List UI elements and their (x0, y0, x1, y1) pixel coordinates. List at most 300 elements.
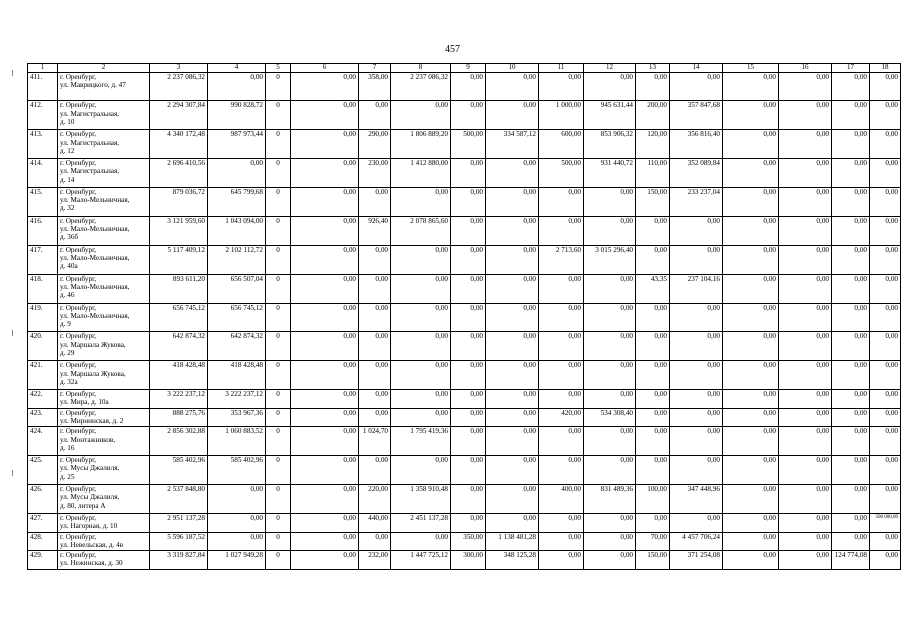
address-cell: г. Оренбург, ул. Магистральная, д. 10 (58, 101, 150, 130)
value-cell: 642 874,32 (150, 332, 208, 361)
value-cell: 0,00 (359, 408, 391, 427)
value-cell: 0 (266, 485, 291, 514)
value-cell: 420,00 (539, 408, 584, 427)
table-row (28, 551, 901, 570)
value-cell: 0,00 (291, 130, 359, 159)
row-number-cell: 416. (28, 216, 58, 245)
value-cell: 0,00 (723, 303, 779, 332)
table-row (28, 361, 901, 390)
value-cell: 0,00 (870, 361, 901, 390)
value-cell: 0,00 (359, 332, 391, 361)
value-cell: 0,00 (451, 245, 486, 274)
value-cell: 0,00 (779, 72, 832, 101)
value-cell: 0,00 (486, 303, 539, 332)
value-cell: 585 402,96 (150, 456, 208, 485)
value-cell: 1 358 910,48 (391, 485, 451, 514)
column-header: 2 (58, 64, 150, 73)
value-cell: 2 451 137,28 (391, 514, 451, 533)
value-cell: 1 000,00 (539, 101, 584, 130)
value-cell: 0,00 (832, 390, 870, 409)
value-cell: 0,00 (391, 532, 451, 551)
value-cell: 0,00 (670, 456, 723, 485)
table-row (28, 72, 901, 101)
value-cell: 0,00 (539, 361, 584, 390)
value-cell: 645 799,68 (208, 188, 266, 217)
value-cell: 0,00 (584, 332, 636, 361)
value-cell: 2 237 086,32 (150, 72, 208, 101)
value-cell: 0 (266, 332, 291, 361)
value-cell: 0,00 (723, 427, 779, 456)
value-cell: 0,00 (779, 303, 832, 332)
value-cell: 0 (266, 274, 291, 303)
value-cell: 0,00 (670, 72, 723, 101)
value-cell: 0,00 (391, 332, 451, 361)
value-cell: 0,00 (636, 72, 670, 101)
value-cell: 0 (266, 390, 291, 409)
address-cell: г. Оренбург, ул. Маршала Жукова, д. 29 (58, 332, 150, 361)
value-cell: 0,00 (636, 303, 670, 332)
value-cell: 0,00 (359, 456, 391, 485)
value-cell: 0,00 (723, 532, 779, 551)
value-cell: 1 043 094,00 (208, 216, 266, 245)
value-cell: 0,00 (486, 159, 539, 188)
value-cell: 0,00 (779, 485, 832, 514)
value-cell: 0,00 (832, 303, 870, 332)
value-cell: 120,00 (636, 130, 670, 159)
value-cell: 0,00 (486, 514, 539, 533)
value-cell: 500 000,00 (870, 514, 901, 533)
value-cell: 0,00 (723, 72, 779, 101)
value-cell: 352 089,84 (670, 159, 723, 188)
value-cell: 0,00 (584, 514, 636, 533)
row-number-cell: 426. (28, 485, 58, 514)
value-cell: 0,00 (779, 361, 832, 390)
left-margin-mark (12, 330, 13, 336)
value-cell: 0,00 (636, 332, 670, 361)
value-cell: 0,00 (723, 485, 779, 514)
value-cell: 0,00 (870, 485, 901, 514)
address-cell: г. Оренбург, ул. Мало-Мельничная, д. 46 (58, 274, 150, 303)
value-cell: 150,00 (636, 551, 670, 570)
value-cell: 0,00 (539, 188, 584, 217)
value-cell: 0,00 (486, 188, 539, 217)
value-cell: 0,00 (359, 274, 391, 303)
value-cell: 200,00 (636, 101, 670, 130)
value-cell: 0,00 (539, 274, 584, 303)
value-cell: 0,00 (291, 332, 359, 361)
value-cell: 0,00 (391, 361, 451, 390)
value-cell: 2 537 848,80 (150, 485, 208, 514)
value-cell: 656 745,12 (150, 303, 208, 332)
value-cell: 0,00 (723, 159, 779, 188)
address-cell: г. Оренбург, ул. Монтажников, д. 16 (58, 427, 150, 456)
value-cell: 0,00 (539, 551, 584, 570)
address-cell: г. Оренбург, ул. Мало-Мельничная, д. 36б (58, 216, 150, 245)
value-cell: 0,00 (832, 485, 870, 514)
value-cell: 0,00 (584, 188, 636, 217)
value-cell: 879 036,72 (150, 188, 208, 217)
value-cell: 237 104,16 (670, 274, 723, 303)
table-row (28, 332, 901, 361)
value-cell: 0,00 (291, 485, 359, 514)
value-cell: 500,00 (451, 130, 486, 159)
value-cell: 0,00 (584, 303, 636, 332)
value-cell: 0,00 (539, 427, 584, 456)
value-cell: 0,00 (723, 332, 779, 361)
value-cell: 0,00 (539, 456, 584, 485)
value-cell: 440,00 (359, 514, 391, 533)
value-cell: 347 448,96 (670, 485, 723, 514)
value-cell: 0,00 (359, 532, 391, 551)
value-cell: 0 (266, 101, 291, 130)
value-cell: 0,00 (451, 274, 486, 303)
value-cell: 0,00 (539, 216, 584, 245)
table-row (28, 188, 901, 217)
row-number-cell: 424. (28, 427, 58, 456)
value-cell: 0,00 (584, 390, 636, 409)
value-cell: 0,00 (779, 159, 832, 188)
value-cell: 0,00 (359, 245, 391, 274)
value-cell: 5 117 409,12 (150, 245, 208, 274)
value-cell: 0,00 (723, 361, 779, 390)
value-cell: 150,00 (636, 188, 670, 217)
value-cell: 358,00 (359, 72, 391, 101)
value-cell: 888 275,76 (150, 408, 208, 427)
value-cell: 0,00 (832, 408, 870, 427)
value-cell: 0,00 (486, 332, 539, 361)
value-cell: 0,00 (451, 216, 486, 245)
value-cell: 987 973,44 (208, 130, 266, 159)
value-cell: 0,00 (670, 361, 723, 390)
value-cell: 0,00 (291, 390, 359, 409)
value-cell: 0,00 (832, 159, 870, 188)
value-cell: 0,00 (779, 130, 832, 159)
value-cell: 0,00 (779, 274, 832, 303)
value-cell: 0,00 (779, 245, 832, 274)
value-cell: 0 (266, 514, 291, 533)
value-cell: 893 611,20 (150, 274, 208, 303)
value-cell: 0,00 (670, 390, 723, 409)
value-cell: 0,00 (208, 532, 266, 551)
value-cell: 0,00 (539, 514, 584, 533)
address-cell: г. Оренбург, ул. Мало-Мельничная, д. 9 (58, 303, 150, 332)
value-cell: 0,00 (832, 361, 870, 390)
value-cell: 348 125,28 (486, 551, 539, 570)
value-cell: 0,00 (636, 456, 670, 485)
address-cell: г. Оренбург, ул. Мусы Джалиля, д. 80, литера А (58, 485, 150, 514)
value-cell: 0,00 (832, 532, 870, 551)
value-cell: 350,00 (451, 532, 486, 551)
column-header: 15 (723, 64, 779, 73)
value-cell: 400,00 (539, 485, 584, 514)
value-cell: 0,00 (584, 274, 636, 303)
value-cell: 0,00 (870, 532, 901, 551)
value-cell: 0,00 (451, 303, 486, 332)
value-cell: 357 847,68 (670, 101, 723, 130)
row-number-cell: 429. (28, 551, 58, 570)
value-cell: 0,00 (291, 456, 359, 485)
value-cell: 0,00 (208, 72, 266, 101)
value-cell: 2 951 137,28 (150, 514, 208, 533)
value-cell: 230,00 (359, 159, 391, 188)
value-cell: 0,00 (870, 216, 901, 245)
value-cell: 0,00 (451, 390, 486, 409)
value-cell: 300,00 (451, 551, 486, 570)
column-header: 3 (150, 64, 208, 73)
column-header: 1 (28, 64, 58, 73)
value-cell: 0,00 (832, 101, 870, 130)
column-header: 6 (291, 64, 359, 73)
value-cell: 2 237 086,32 (391, 72, 451, 101)
value-cell: 2 078 865,60 (391, 216, 451, 245)
value-cell: 0,00 (723, 188, 779, 217)
value-cell: 0,00 (723, 101, 779, 130)
row-number-cell: 427. (28, 514, 58, 533)
value-cell: 600,00 (539, 130, 584, 159)
value-cell: 853 906,32 (584, 130, 636, 159)
value-cell: 0,00 (539, 72, 584, 101)
value-cell: 0,00 (723, 130, 779, 159)
row-number-cell: 425. (28, 456, 58, 485)
value-cell: 656 507,04 (208, 274, 266, 303)
value-cell: 5 596 187,52 (150, 532, 208, 551)
value-cell: 0 (266, 245, 291, 274)
value-cell: 0,00 (391, 390, 451, 409)
value-cell: 232,00 (359, 551, 391, 570)
value-cell: 656 745,12 (208, 303, 266, 332)
value-cell: 0,00 (486, 101, 539, 130)
value-cell: 0 (266, 408, 291, 427)
value-cell: 0,00 (670, 514, 723, 533)
value-cell: 0,00 (723, 245, 779, 274)
value-cell: 0,00 (584, 532, 636, 551)
value-cell: 0,00 (584, 72, 636, 101)
column-header: 7 (359, 64, 391, 73)
value-cell: 0,00 (832, 245, 870, 274)
value-cell: 0,00 (870, 130, 901, 159)
value-cell: 356 816,40 (670, 130, 723, 159)
value-cell: 1 024,70 (359, 427, 391, 456)
value-cell: 124 774,08 (832, 551, 870, 570)
value-cell: 0,00 (584, 361, 636, 390)
value-cell: 0,00 (391, 245, 451, 274)
value-cell: 1 806 889,20 (391, 130, 451, 159)
value-cell: 0,00 (779, 408, 832, 427)
value-cell: 1 060 883,52 (208, 427, 266, 456)
value-cell: 0,00 (391, 408, 451, 427)
value-cell: 0,00 (870, 427, 901, 456)
value-cell: 0 (266, 427, 291, 456)
value-cell: 0,00 (486, 427, 539, 456)
column-header: 8 (391, 64, 451, 73)
address-cell: г. Оренбург, ул. Маршала Жукова, д. 32а (58, 361, 150, 390)
value-cell: 0 (266, 72, 291, 101)
address-cell: г. Оренбург, ул. Мира, д. 10а (58, 390, 150, 409)
value-cell: 0,00 (391, 456, 451, 485)
value-cell: 3 222 237,12 (208, 390, 266, 409)
value-cell: 931 440,72 (584, 159, 636, 188)
value-cell: 0,00 (832, 332, 870, 361)
value-cell: 233 237,04 (670, 188, 723, 217)
value-cell: 0,00 (870, 159, 901, 188)
value-cell: 0,00 (779, 101, 832, 130)
row-number-cell: 413. (28, 130, 58, 159)
value-cell: 0,00 (291, 408, 359, 427)
value-cell: 0 (266, 303, 291, 332)
row-number-cell: 422. (28, 390, 58, 409)
value-cell: 0,00 (670, 408, 723, 427)
value-cell: 0,00 (359, 361, 391, 390)
value-cell: 353 967,36 (208, 408, 266, 427)
table-row (28, 390, 901, 409)
value-cell: 100,00 (636, 485, 670, 514)
row-number-cell: 420. (28, 332, 58, 361)
value-cell: 2 102 112,72 (208, 245, 266, 274)
value-cell: 0,00 (636, 514, 670, 533)
value-cell: 585 402,96 (208, 456, 266, 485)
value-cell: 0,00 (779, 188, 832, 217)
value-cell: 0,00 (870, 188, 901, 217)
value-cell: 0,00 (391, 101, 451, 130)
column-header: 11 (539, 64, 584, 73)
value-cell: 1 447 725,12 (391, 551, 451, 570)
value-cell: 0,00 (291, 72, 359, 101)
left-margin-mark (12, 470, 13, 476)
column-header: 4 (208, 64, 266, 73)
value-cell: 0,00 (486, 456, 539, 485)
value-cell: 0,00 (870, 456, 901, 485)
value-cell: 0 (266, 130, 291, 159)
row-number-cell: 423. (28, 408, 58, 427)
address-cell: г. Оренбург, ул. Мусы Джалиля, д. 25 (58, 456, 150, 485)
value-cell: 0,00 (451, 485, 486, 514)
row-number-cell: 417. (28, 245, 58, 274)
value-cell: 0,00 (486, 485, 539, 514)
value-cell: 3 015 296,40 (584, 245, 636, 274)
table-row (28, 245, 901, 274)
value-cell: 0,00 (870, 551, 901, 570)
column-header: 9 (451, 64, 486, 73)
value-cell: 0,00 (291, 427, 359, 456)
value-cell: 0 (266, 551, 291, 570)
value-cell: 3 222 237,12 (150, 390, 208, 409)
value-cell: 0,00 (539, 303, 584, 332)
value-cell: 0,00 (779, 456, 832, 485)
value-cell: 0,00 (870, 408, 901, 427)
value-cell: 4 340 172,48 (150, 130, 208, 159)
value-cell: 0 (266, 159, 291, 188)
value-cell: 0,00 (670, 245, 723, 274)
data-table (27, 63, 901, 570)
value-cell: 0,00 (486, 72, 539, 101)
address-cell: г. Оренбург, ул. Нежинская, д. 30 (58, 551, 150, 570)
table-row (28, 427, 901, 456)
address-cell: г. Оренбург, ул. Мирнинская, д. 2 (58, 408, 150, 427)
value-cell: 0,00 (870, 72, 901, 101)
value-cell: 0 (266, 188, 291, 217)
value-cell: 0,00 (359, 390, 391, 409)
value-cell: 0,00 (779, 216, 832, 245)
value-cell: 990 828,72 (208, 101, 266, 130)
value-cell: 0,00 (723, 216, 779, 245)
table-row (28, 532, 901, 551)
row-number-cell: 414. (28, 159, 58, 188)
value-cell: 0,00 (636, 390, 670, 409)
page-number: 457 (445, 44, 460, 55)
value-cell: 2 713,60 (539, 245, 584, 274)
value-cell: 0,00 (359, 188, 391, 217)
value-cell: 70,00 (636, 532, 670, 551)
value-cell: 3 121 959,60 (150, 216, 208, 245)
value-cell: 0,00 (870, 101, 901, 130)
column-header: 16 (779, 64, 832, 73)
value-cell: 290,00 (359, 130, 391, 159)
value-cell: 4 457 706,24 (670, 532, 723, 551)
value-cell: 0,00 (291, 532, 359, 551)
value-cell: 3 319 827,84 (150, 551, 208, 570)
value-cell: 0,00 (870, 303, 901, 332)
value-cell: 0,00 (291, 101, 359, 130)
value-cell: 0,00 (870, 332, 901, 361)
column-header: 13 (636, 64, 670, 73)
table-row (28, 130, 901, 159)
value-cell: 0,00 (291, 361, 359, 390)
value-cell: 0,00 (451, 188, 486, 217)
value-cell: 0,00 (486, 274, 539, 303)
value-cell: 1 138 481,28 (486, 532, 539, 551)
value-cell: 0,00 (670, 216, 723, 245)
address-cell: г. Оренбург, ул. Мало-Мельничная, д. 40а (58, 245, 150, 274)
value-cell: 0 (266, 456, 291, 485)
value-cell: 0,00 (291, 245, 359, 274)
value-cell: 0,00 (779, 551, 832, 570)
value-cell: 0,00 (359, 303, 391, 332)
value-cell: 0,00 (451, 72, 486, 101)
value-cell: 0,00 (391, 188, 451, 217)
value-cell: 0,00 (291, 303, 359, 332)
value-cell: 0,00 (486, 216, 539, 245)
value-cell: 0,00 (391, 274, 451, 303)
value-cell: 0,00 (584, 551, 636, 570)
value-cell: 0,00 (486, 361, 539, 390)
address-cell: г. Оренбург, ул. Магистральная, д. 14 (58, 159, 150, 188)
value-cell: 1 795 419,36 (391, 427, 451, 456)
value-cell: 0,00 (779, 390, 832, 409)
value-cell: 0,00 (291, 188, 359, 217)
value-cell: 0,00 (451, 456, 486, 485)
value-cell: 0,00 (451, 332, 486, 361)
value-cell: 0,00 (636, 361, 670, 390)
column-header: 17 (832, 64, 870, 73)
value-cell: 534 308,40 (584, 408, 636, 427)
value-cell: 0,00 (451, 159, 486, 188)
value-cell: 0,00 (870, 274, 901, 303)
table-row (28, 408, 901, 427)
value-cell: 110,00 (636, 159, 670, 188)
value-cell: 0,00 (723, 456, 779, 485)
value-cell: 0,00 (359, 101, 391, 130)
value-cell: 0 (266, 532, 291, 551)
value-cell: 0,00 (670, 332, 723, 361)
value-cell: 0,00 (451, 408, 486, 427)
address-cell: г. Оренбург, ул. Нагорная, д. 10 (58, 514, 150, 533)
value-cell: 418 428,48 (208, 361, 266, 390)
value-cell: 0,00 (539, 390, 584, 409)
row-number-cell: 411. (28, 72, 58, 101)
value-cell: 0,00 (723, 551, 779, 570)
value-cell: 642 874,32 (208, 332, 266, 361)
value-cell: 0,00 (391, 303, 451, 332)
